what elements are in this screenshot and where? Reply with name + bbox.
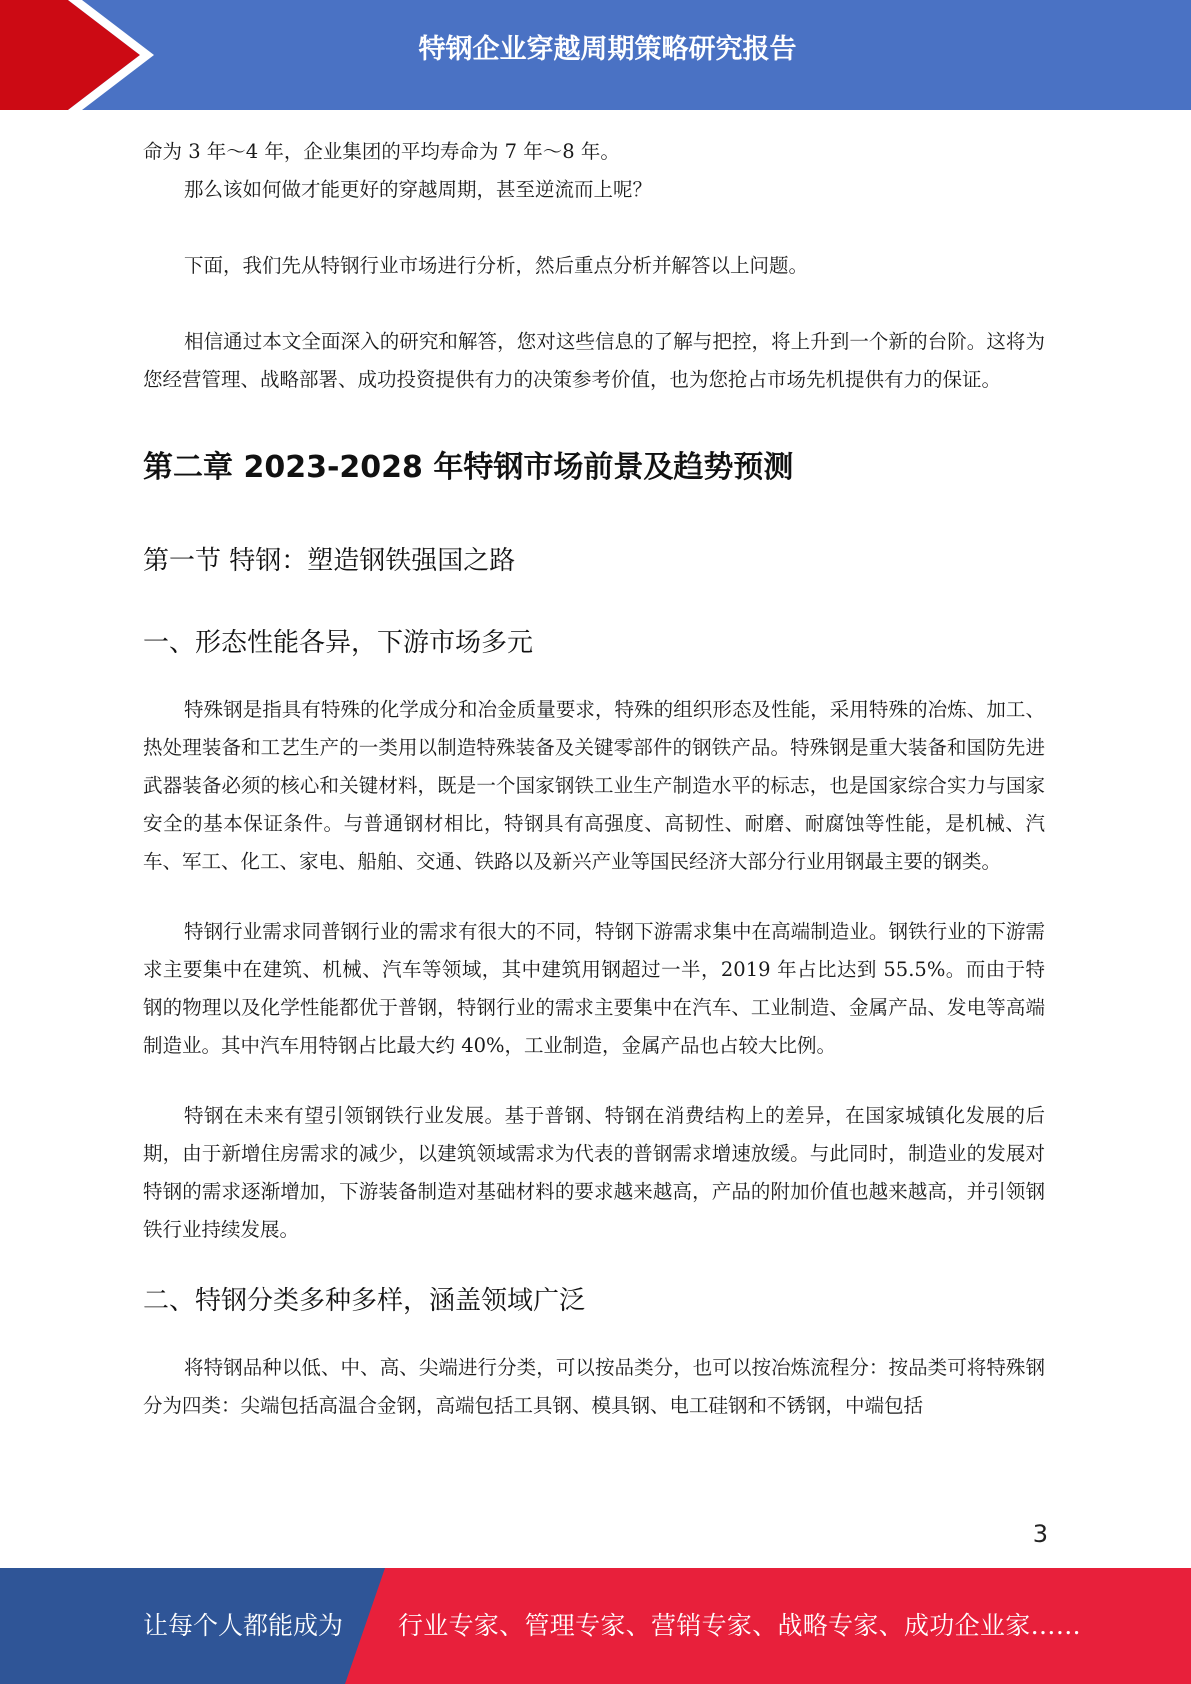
paragraph: 那么该如何做才能更好的穿越周期，甚至逆流而上呢？ xyxy=(184,178,653,201)
paragraph: 命为 3 年～4 年，企业集团的平均寿命为 7 年～8 年。 xyxy=(143,140,620,163)
paragraph: 相信通过本文全面深入的研究和解答，您对这些信息的了解与把控，将上升到一个新的台阶。这将为您经营管理、战略部署、成功投资提供有力的决策参考价值，也为您抢占市场先机提供有力的保证。 xyxy=(143,330,1045,391)
paragraph: 特殊钢是指具有特殊的化学成分和冶金质量要求，特殊的组织形态及性能，采用特殊的冶炼、加工、热处理装备和工艺生产的一类用以制造特殊装备及关键零部件的钢铁产品。特殊钢是重大装备和国防先进武器装备必须的核心和关键材料，既是一个国家钢铁工业生产制造水平的标志，也是国家综合实力与国家安全的基本保证条件。与普通钢材相比，特钢具有高强度、高韧性、耐磨、耐腐蚀等性能，是机械、汽车、军工、化工、家电、船舶、交通、铁路以及新兴产业等国民经济大部分行业用钢最主要的钢类。 xyxy=(143,698,1045,873)
paragraph: 下面，我们先从特钢行业市场进行分析，然后重点分析并解答以上问题。 xyxy=(184,254,809,277)
chapter-title: 第二章 2023-2028 年特钢市场前景及趋势预测 xyxy=(143,450,794,485)
page-header xyxy=(0,0,1191,110)
paragraph: 将特钢品种以低、中、高、尖端进行分类，可以按品类分，也可以按冶炼流程分：按品类可将特殊钢分为四类：尖端包括高温合金钢，高端包括工具钢、模具钢、电工硅钢和不锈钢，中端包括 xyxy=(143,1356,1045,1417)
subsection-title: 二、特钢分类多种多样，涵盖领域广泛 xyxy=(143,1286,586,1316)
report-title: 特钢企业穿越周期策略研究报告 xyxy=(418,34,797,65)
footer-slogan-left: 让每个人都能成为 xyxy=(143,1611,344,1640)
page-footer xyxy=(0,1568,1191,1684)
footer-slogan-right: 行业专家、管理专家、营销专家、战略专家、成功企业家…… xyxy=(398,1611,1082,1640)
document-body xyxy=(143,133,1045,1425)
subsection-title: 一、形态性能各异，下游市场多元 xyxy=(143,628,534,658)
page-number: 3 xyxy=(1032,1520,1048,1548)
section-title: 第一节 特钢：塑造钢铁强国之路 xyxy=(143,546,516,576)
paragraph: 特钢行业需求同普钢行业的需求有很大的不同，特钢下游需求集中在高端制造业。钢铁行业的下游需求主要集中在建筑、机械、汽车等领域，其中建筑用钢超过一半，2019 年占比达到 55.5%。而由于特钢的物理以及化学性能都优于普钢，特钢行业的需求主要集中在汽车、工业制造、金属产品、发电等高端制造业。其中汽车用特钢占比最大约 40%，工业制造，金属产品也占较大比例。 xyxy=(143,920,1045,1057)
paragraph: 特钢在未来有望引领钢铁行业发展。基于普钢、特钢在消费结构上的差异，在国家城镇化发展的后期，由于新增住房需求的减少，以建筑领域需求为代表的普钢需求增速放缓。与此同时，制造业的发展对特钢的需求逐渐增加，下游装备制造对基础材料的要求越来越高，产品的附加价值也越来越高，并引领钢铁行业持续发展。 xyxy=(143,1104,1045,1241)
